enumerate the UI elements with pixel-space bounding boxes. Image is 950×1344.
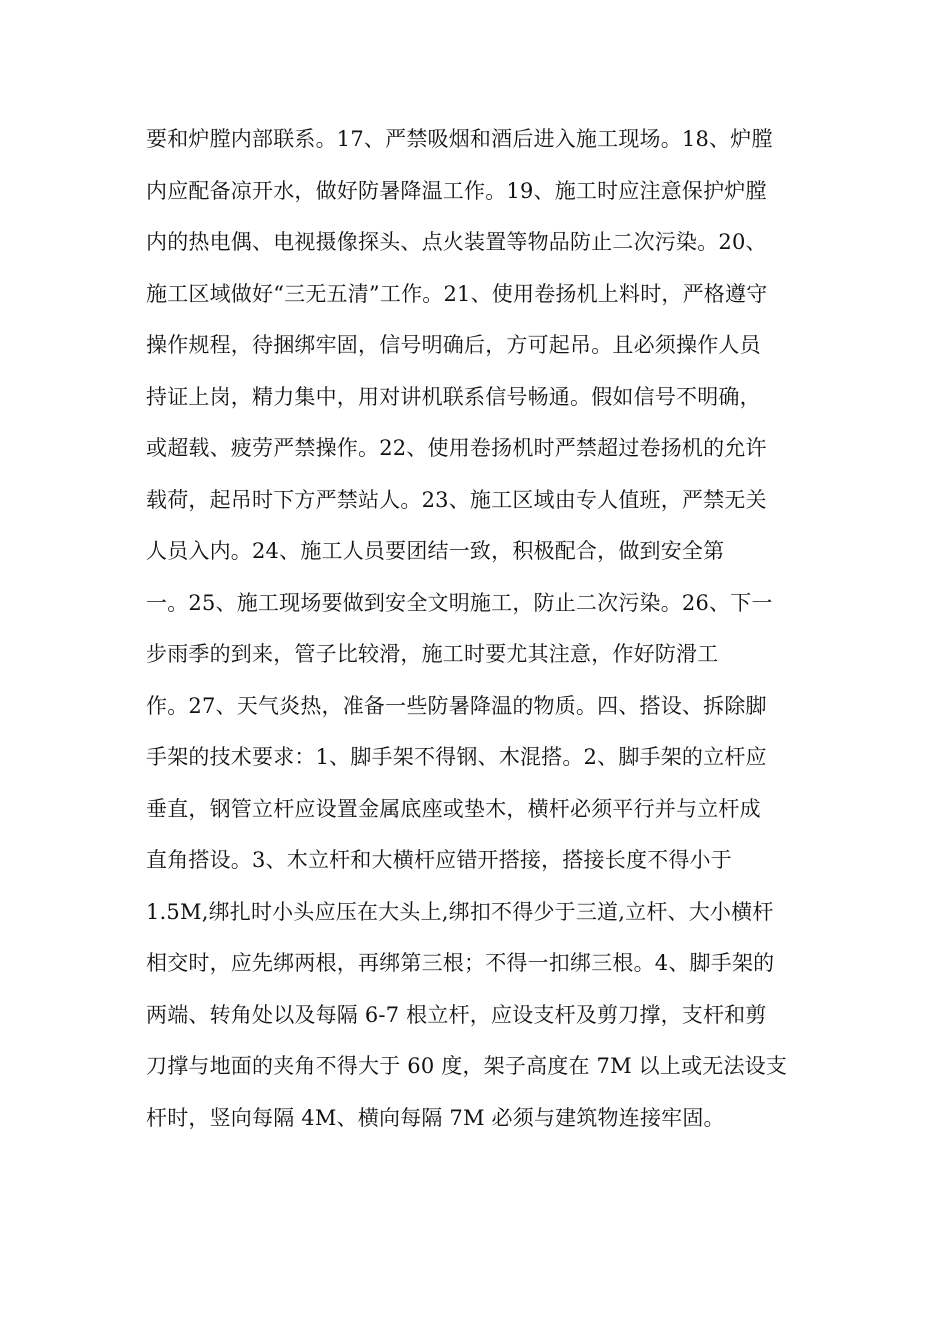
text-line-17: 相交时，应先绑两根，再绑第三根；不得一扣绑三根。4、脚手架的 xyxy=(146,951,775,975)
text-line-8: 载荷，起吊时下方严禁站人。23、施工区域由专人值班，严禁无关 xyxy=(146,487,767,512)
body-text xyxy=(146,117,826,1147)
text-line-12: 作。27、天气炎热，准备一些防暑降温的物质。四、搭设、拆除脚 xyxy=(146,693,767,718)
text-line-10: 一。25、施工现场要做到安全文明施工，防止二次污染。26、下一 xyxy=(146,590,773,615)
text-line-4: 施工区域做好“三无五清”工作。21、使用卷扬机上料时，严格遵守 xyxy=(146,281,768,306)
text-line-14: 垂直，钢管立杆应设置金属底座或垫木，横杆必须平行并与立杆成 xyxy=(146,796,761,821)
text-line-20: 杆时，竖向每隔 4M、横向每隔 7M 必须与建筑物连接牢固。 xyxy=(146,1105,725,1130)
text-line-1: 要和炉膛内部联系。17、严禁吸烟和酒后进入施工现场。18、炉膛 xyxy=(146,127,773,151)
text-line-3: 内的热电偶、电视摄像探头、点火装置等物品防止二次污染。20、 xyxy=(146,230,767,254)
text-line-9: 人员入内。24、施工人员要团结一致，积极配合，做到安全第 xyxy=(146,539,725,563)
text-line-13: 手架的技术要求：1、脚手架不得钢、木混搭。2、脚手架的立杆应 xyxy=(146,745,767,769)
text-line-6: 持证上岗，精力集中，用对讲机联系信号畅通。假如信号不明确， xyxy=(146,384,761,409)
text-line-5: 操作规程，待捆绑牢固，信号明确后，方可起吊。且必须操作人员 xyxy=(146,333,761,357)
text-line-19: 刀撑与地面的夹角不得大于 60 度，架子高度在 7M 以上或无法设支 xyxy=(146,1054,788,1078)
text-line-15: 直角搭设。3、木立杆和大横杆应错开搭接，搭接长度不得小于 xyxy=(146,848,732,872)
text-line-18: 两端、转角处以及每隔 6-7 根立杆，应设支杆及剪刀撑，支杆和剪 xyxy=(146,1002,767,1027)
text-line-2: 内应配备凉开水，做好防暑降温工作。19、施工时应注意保护炉膛 xyxy=(146,178,767,203)
text-line-16: 1.5M,绑扎时小头应压在大头上,绑扣不得少于三道,立杆、大小横杆 xyxy=(146,899,774,924)
text-line-11: 步雨季的到来，管子比较滑，施工时要尤其注意，作好防滑工 xyxy=(146,642,719,666)
text-line-7: 或超载、疲劳严禁操作。22、使用卷扬机时严禁超过卷扬机的允许 xyxy=(146,436,767,460)
